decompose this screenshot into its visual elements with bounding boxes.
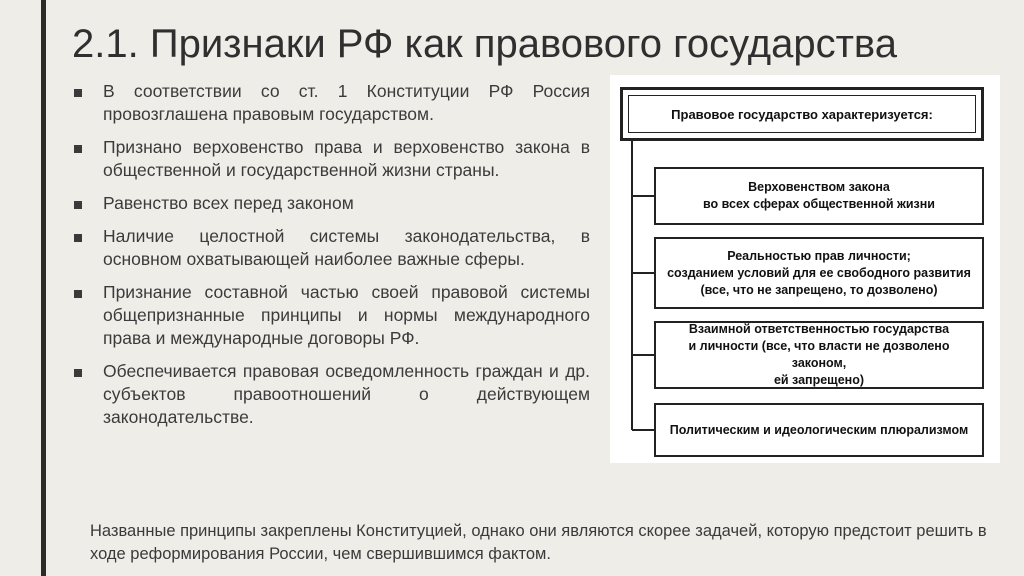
square-bullet-icon [74,201,82,209]
box-line: Верховенством закона [748,180,890,194]
box-line: Политическим и идеологическим плюрализмом [669,422,969,437]
square-bullet-icon [74,234,82,242]
bullet-text: Наличие целостной системы законодательства, в основном охватывающей наиболее важные сферы. [103,226,590,269]
bullet-text: Обеспечивается правовая осведомленность граждан и др. субъектов правоотношений о действующем законодательстве. [103,361,590,427]
bullet-item [74,80,590,126]
bullet-item [74,225,590,271]
box-line: и личности (все, что власти не дозволено законом, [688,339,950,370]
box-line: Взаимной ответственностью государства [688,322,950,336]
box-line: созданием условий для ее свободного развития [667,265,971,280]
square-bullet-icon [74,290,82,298]
slide-title: 2.1. Признаки РФ как правового государства [72,22,897,66]
diagram-box-rule-of-law [654,167,984,225]
bullet-text: Признано верховенство права и верховенство закона в общественной и государственной жизни страны. [103,137,590,180]
box-line: Реальностью прав личности; [727,248,911,263]
bullet-text: Равенство всех перед законом [103,193,354,213]
bullet-item [74,136,590,182]
diagram-header-text: Правовое государство характеризуется: [671,106,933,122]
left-accent-bar [41,0,46,576]
characteristics-diagram [610,75,1000,463]
box-line: во всех сферах общественной жизни [703,197,935,211]
box-line: ей запрещено) [773,373,865,387]
bullet-item [74,281,590,350]
box-line: (все, что не запрещено, то дозволено) [700,282,938,297]
bullet-item [74,360,590,429]
square-bullet-icon [74,89,82,97]
bullet-text: В соответствии со ст. 1 Конституции РФ Россия провозглашена правовым государством. [103,81,590,124]
bullet-list [74,80,590,439]
diagram-header [620,87,984,141]
bullet-text: Признание составной частью своей правовой системы общепризнанные принципы и нормы международного права и международные договоры РФ. [103,282,590,348]
square-bullet-icon [74,369,82,377]
footer-note: Названные принципы закреплены Конституцией, однако они являются скорее задачей, которую предстоит решить в ходе реформирования России, чем свершившимся фактом. [90,522,987,563]
diagram-box-pluralism [654,403,984,457]
bullet-item [74,192,590,215]
diagram-box-personal-rights [654,237,984,309]
diagram-box-mutual-responsibility [654,321,984,389]
square-bullet-icon [74,145,82,153]
